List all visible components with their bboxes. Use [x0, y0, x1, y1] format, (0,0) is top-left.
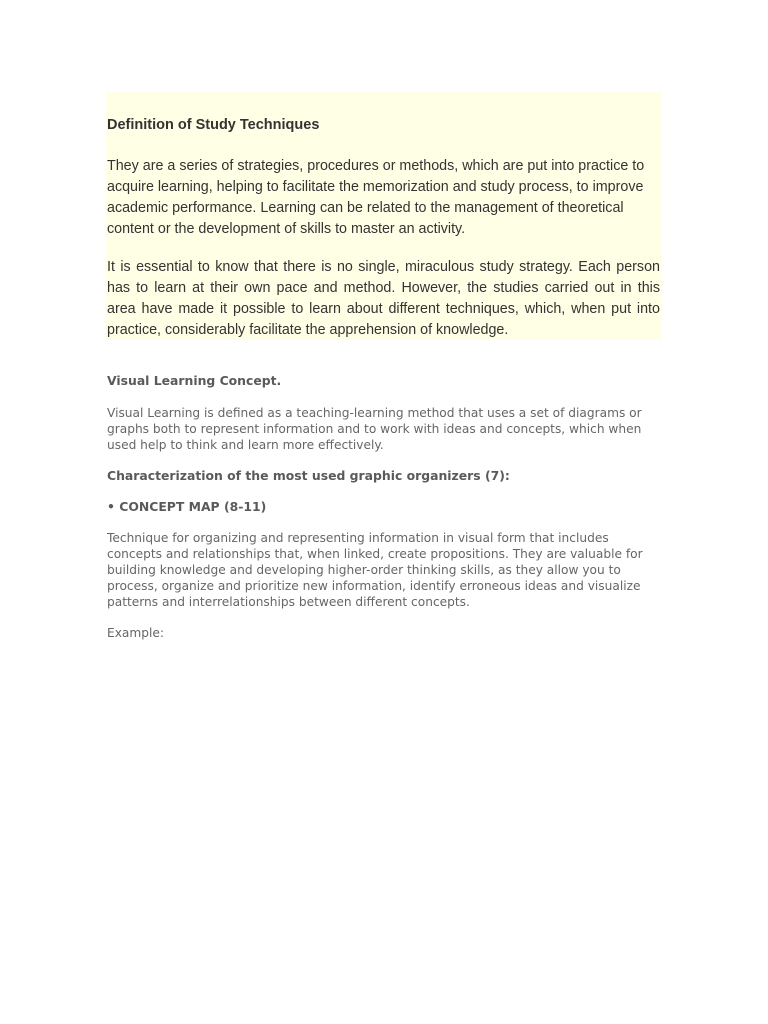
definition-paragraph-1: They are a series of strategies, procedures or methods, which are put into practice to acquire learning, helping to facilitate the memorization and study process, to improve academic performance. Learning can be related to the management of theoretical content or the development of skills to master an activity. [107, 158, 645, 237]
definition-paragraph-2: It is essential to know that there is no single, miraculous study strategy. Each person has to learn at their own pace and method. However, the studies carried out in this area have made it possible to learn about different techniques, which, when put into practice, considerably facilitate the apprehension of knowledge. [107, 259, 660, 338]
example-label: Example: [107, 626, 164, 640]
visual-learning-heading: Visual Learning Concept. [107, 373, 282, 388]
definition-title: Definition of Study Techniques [107, 117, 320, 133]
visual-learning-paragraph: Visual Learning is defined as a teaching-learning method that uses a set of diagrams or graphs both to represent information and to work with ideas and concepts, which when used help to think and learn more effectively. [107, 406, 642, 452]
concept-map-heading: • CONCEPT MAP (8-11) [107, 499, 267, 514]
concept-map-paragraph: Technique for organizing and representing information in visual form that includes concepts and relationships that, when linked, create propositions. They are valuable for building knowledge and developing higher-order thinking skills, as they allow you to process, organize and prioritize new information, identify erroneous ideas and visualize patterns and interrelationships between different concepts. [107, 531, 643, 609]
characterization-heading: Characterization of the most used graphic organizers (7): [107, 468, 510, 483]
